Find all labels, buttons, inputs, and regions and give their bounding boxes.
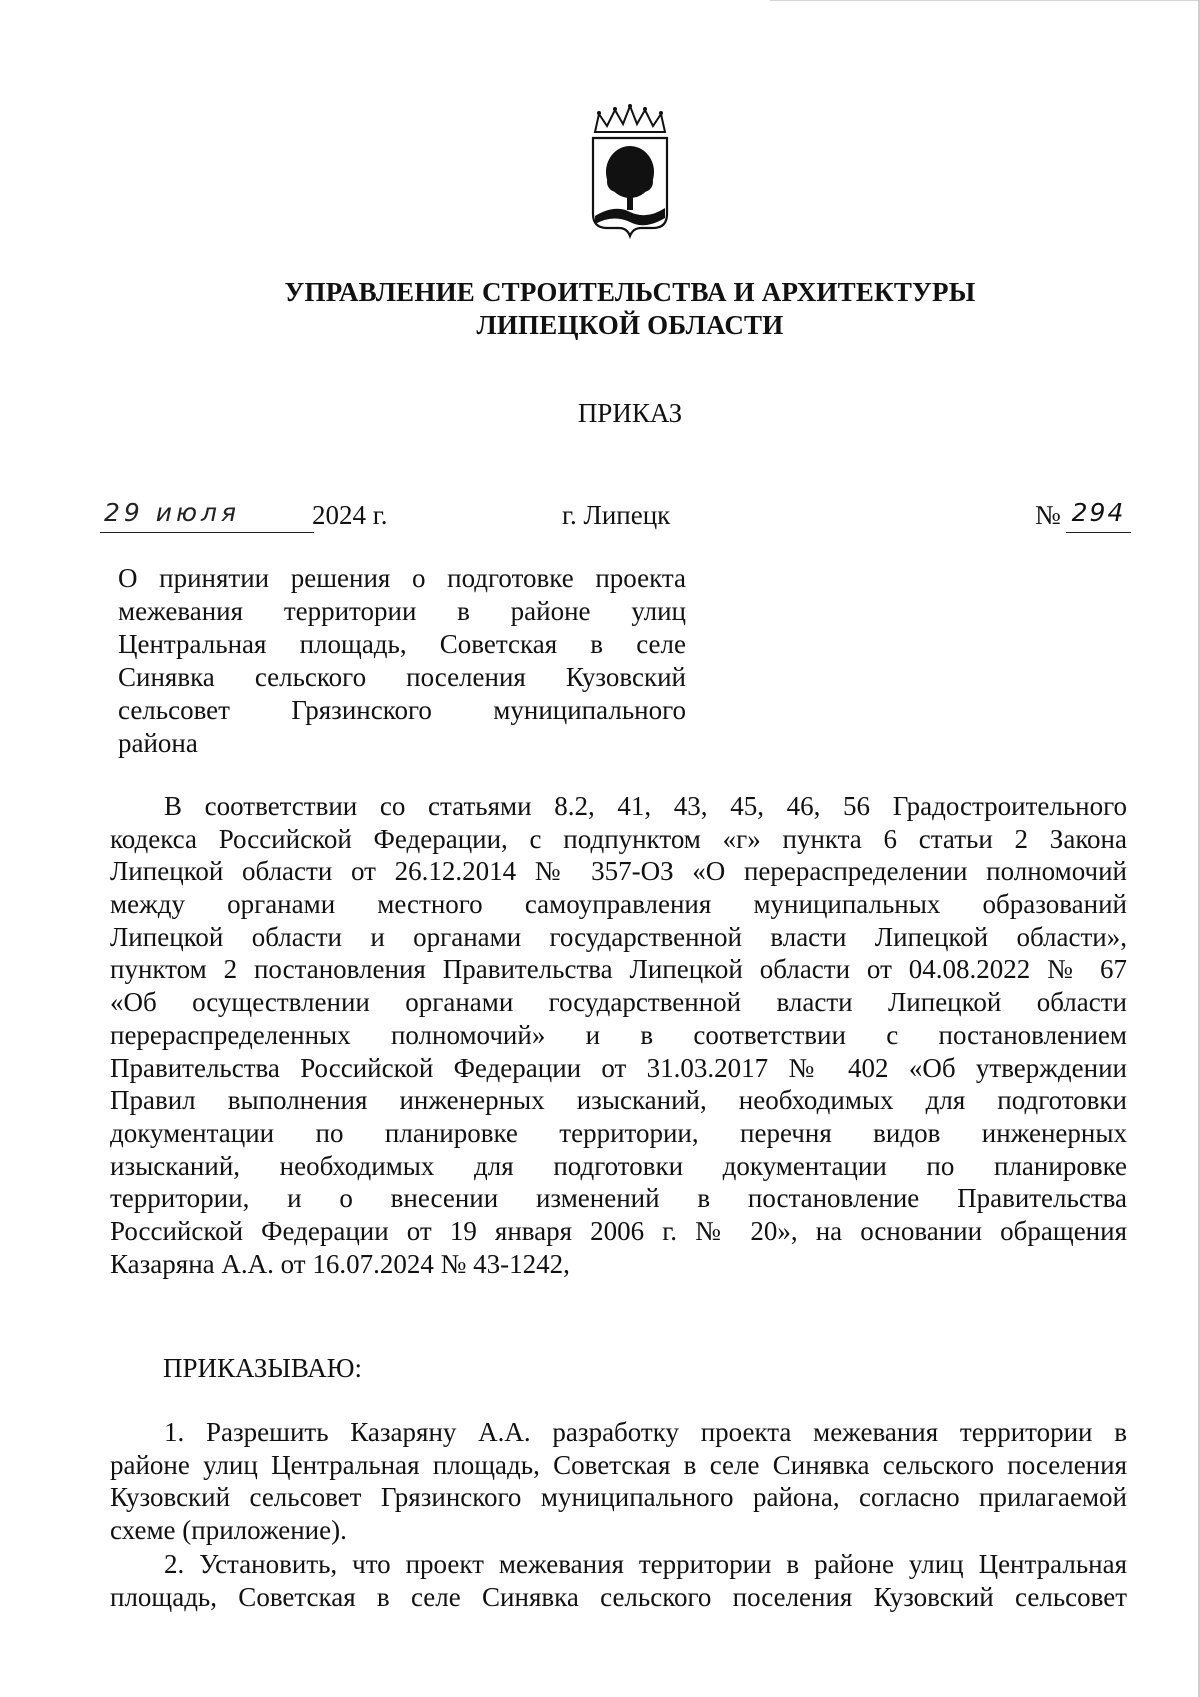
item-line: площадь, Советская в селе Синявка сельского поселения Кузовский сельсовет	[110, 1581, 1127, 1612]
item-line: районе улиц Центральная площадь, Советская в селе Синявка сельского поселения	[110, 1449, 1127, 1480]
order-item-2	[110, 1548, 1127, 1613]
document-city: г. Липецк	[562, 500, 671, 530]
preamble-line: территории, и о внесении изменений в постановление Правительства	[110, 1183, 1127, 1214]
subject-line: О принятии решения о подготовке проекта	[118, 563, 686, 593]
subject-line: межевания территории в районе улиц	[118, 596, 686, 626]
lipetsk-coat-of-arms-icon	[585, 104, 675, 244]
document-type-title: ПРИКАЗ	[577, 398, 683, 428]
item-line: 2. Установить, что проект межевания территории в районе улиц Центральная	[164, 1549, 1127, 1579]
order-item-1	[110, 1416, 1127, 1547]
scan-edge-line	[770, 0, 1200, 1]
subject-line: Центральная площадь, Советская в селе	[118, 629, 686, 659]
preamble-line: В соответствии со статьями 8.2, 41, 43, 45, 46, 56 Градостроительного	[164, 791, 1127, 821]
preamble-line: кодекса Российской Федерации, с подпунктом «г» пункта 6 статьи 2 Закона	[110, 823, 1127, 854]
preamble-line: изысканий, необходимых для подготовки документации по планировке	[110, 1150, 1127, 1181]
preamble-line: пунктом 2 постановления Правительства Липецкой области от 04.08.2022 № 67	[110, 954, 1127, 985]
preamble-line: Российской Федерации от 19 января 2006 г. № 20», на основании обращения	[110, 1215, 1127, 1246]
document-year: 2024 г.	[312, 500, 388, 530]
subject-line: Синявка сельского поселения Кузовский	[118, 662, 686, 692]
item-line: Кузовский сельсовет Грязинского муниципального района, согласно прилагаемой	[110, 1482, 1127, 1513]
handwritten-number: 294	[1066, 498, 1131, 533]
preamble-line: «Об осуществлении органами государственной власти Липецкой области	[110, 987, 1127, 1018]
preamble-paragraph	[110, 790, 1127, 1280]
order-word: ПРИКАЗЫВАЮ:	[163, 1353, 362, 1383]
item-line: 1. Разрешить Казаряну А.А. разработку проекта межевания территории в	[164, 1417, 1127, 1447]
preamble-line: Липецкой области и органами государственной власти Липецкой области»,	[110, 921, 1127, 952]
preamble-line: Правил выполнения инженерных изысканий, необходимых для подготовки	[110, 1085, 1127, 1116]
preamble-line: документации по планировке территории, перечня видов инженерных	[110, 1117, 1127, 1148]
preamble-line: Правительства Российской Федерации от 31.03.2017 № 402 «Об утверждении	[110, 1052, 1127, 1083]
number-label: №	[1035, 500, 1061, 530]
preamble-line: Липецкой области от 26.12.2014 № 357-ОЗ «О перераспределении полномочий	[110, 856, 1127, 887]
subject-line: сельсовет Грязинского муниципального	[118, 695, 686, 725]
order-subject	[118, 562, 686, 760]
preamble-line: перераспределенных полномочий» и в соответствии с постановлением	[110, 1019, 1127, 1050]
subject-line: района	[118, 728, 198, 758]
organization-name-line1: УПРАВЛЕНИЕ СТРОИТЕЛЬСТВА И АРХИТЕКТУРЫ	[284, 277, 976, 307]
handwritten-date: 29 июля	[100, 498, 314, 533]
organization-name-line2: ЛИПЕЦКОЙ ОБЛАСТИ	[476, 310, 784, 340]
preamble-line: между органами местного самоуправления муниципальных образований	[110, 889, 1127, 920]
item-line: схеме (приложение).	[110, 1515, 347, 1546]
preamble-line: Казаряна А.А. от 16.07.2024 № 43-1242,	[110, 1248, 570, 1279]
